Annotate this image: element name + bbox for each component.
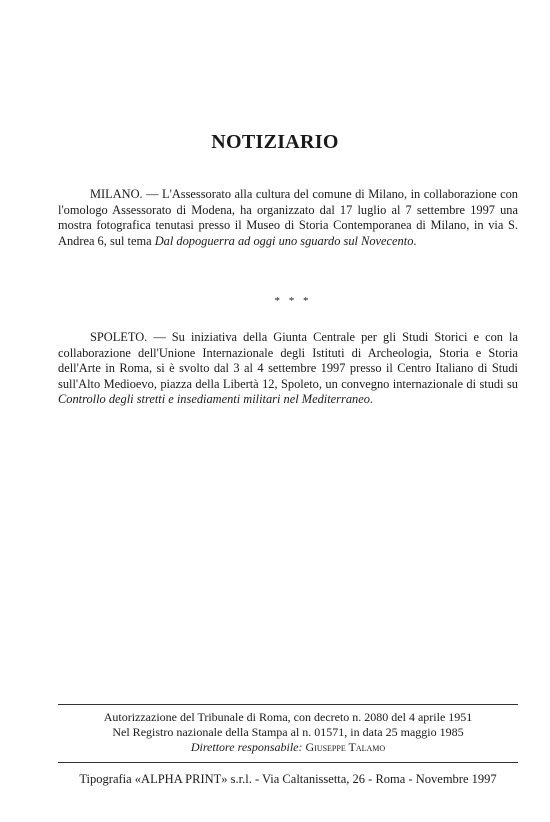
spoleto-text: SPOLETO. — Su iniziativa della Giunta Centrale per gli Studi Storici e con la collaborazione dell'Unione Internazionale degli Istituti di Archeologia, Storia e Storia dell'Arte in Roma, si è svolto dal 3 al 4 settembre 1997 presso il Centro Italiano di Studi sull'Alto Medioevo, piazza della Libertà 12, Spoleto, un convegno internazionale di studi su <box>58 330 518 391</box>
publication-footer <box>58 710 518 755</box>
spoleto-end: . <box>369 392 374 407</box>
printer-line: Tipografia «ALPHA PRINT» s.r.l. - Via Caltanissetta, 26 - Roma - Novembre 1997 <box>79 772 497 786</box>
footer-authorization: Autorizzazione del Tribunale di Roma, con decreto n. 2080 del 4 aprile 1951 <box>103 710 473 724</box>
page-title: NOTIZIARIO <box>211 131 339 153</box>
spoleto-conference-title: Controllo degli stretti e insediamenti militari nel Mediterraneo <box>58 392 370 407</box>
director-label: Direttore responsabile: <box>190 740 306 754</box>
footer-registry: Nel Registro nazionale della Stampa al n. 01571, in data 25 maggio 1985 <box>112 725 464 739</box>
director-name: Giuseppe Talamo <box>305 740 386 754</box>
footer-top-rule <box>58 704 518 705</box>
news-item-milano <box>58 187 518 249</box>
footer-director <box>58 740 518 755</box>
section-separator: * * * <box>274 295 312 307</box>
footer-bottom-rule <box>58 762 518 763</box>
milano-exhibition-title: Dal dopoguerra ad oggi uno sguardo sul Novecento <box>154 233 414 248</box>
milano-text: MILANO. — L'Assessorato alla cultura del comune di Milano, in collaborazione con l'omologo Assessorato di Modena, ha organizzato dal 17 luglio al 7 settembre 1997 una mostra fotografica tenutasi presso il Museo di Storia Contemporanea di Milano, in via S. Andrea 6, sul tema <box>58 187 518 248</box>
news-item-spoleto <box>58 330 518 408</box>
milano-end: . <box>413 233 417 248</box>
